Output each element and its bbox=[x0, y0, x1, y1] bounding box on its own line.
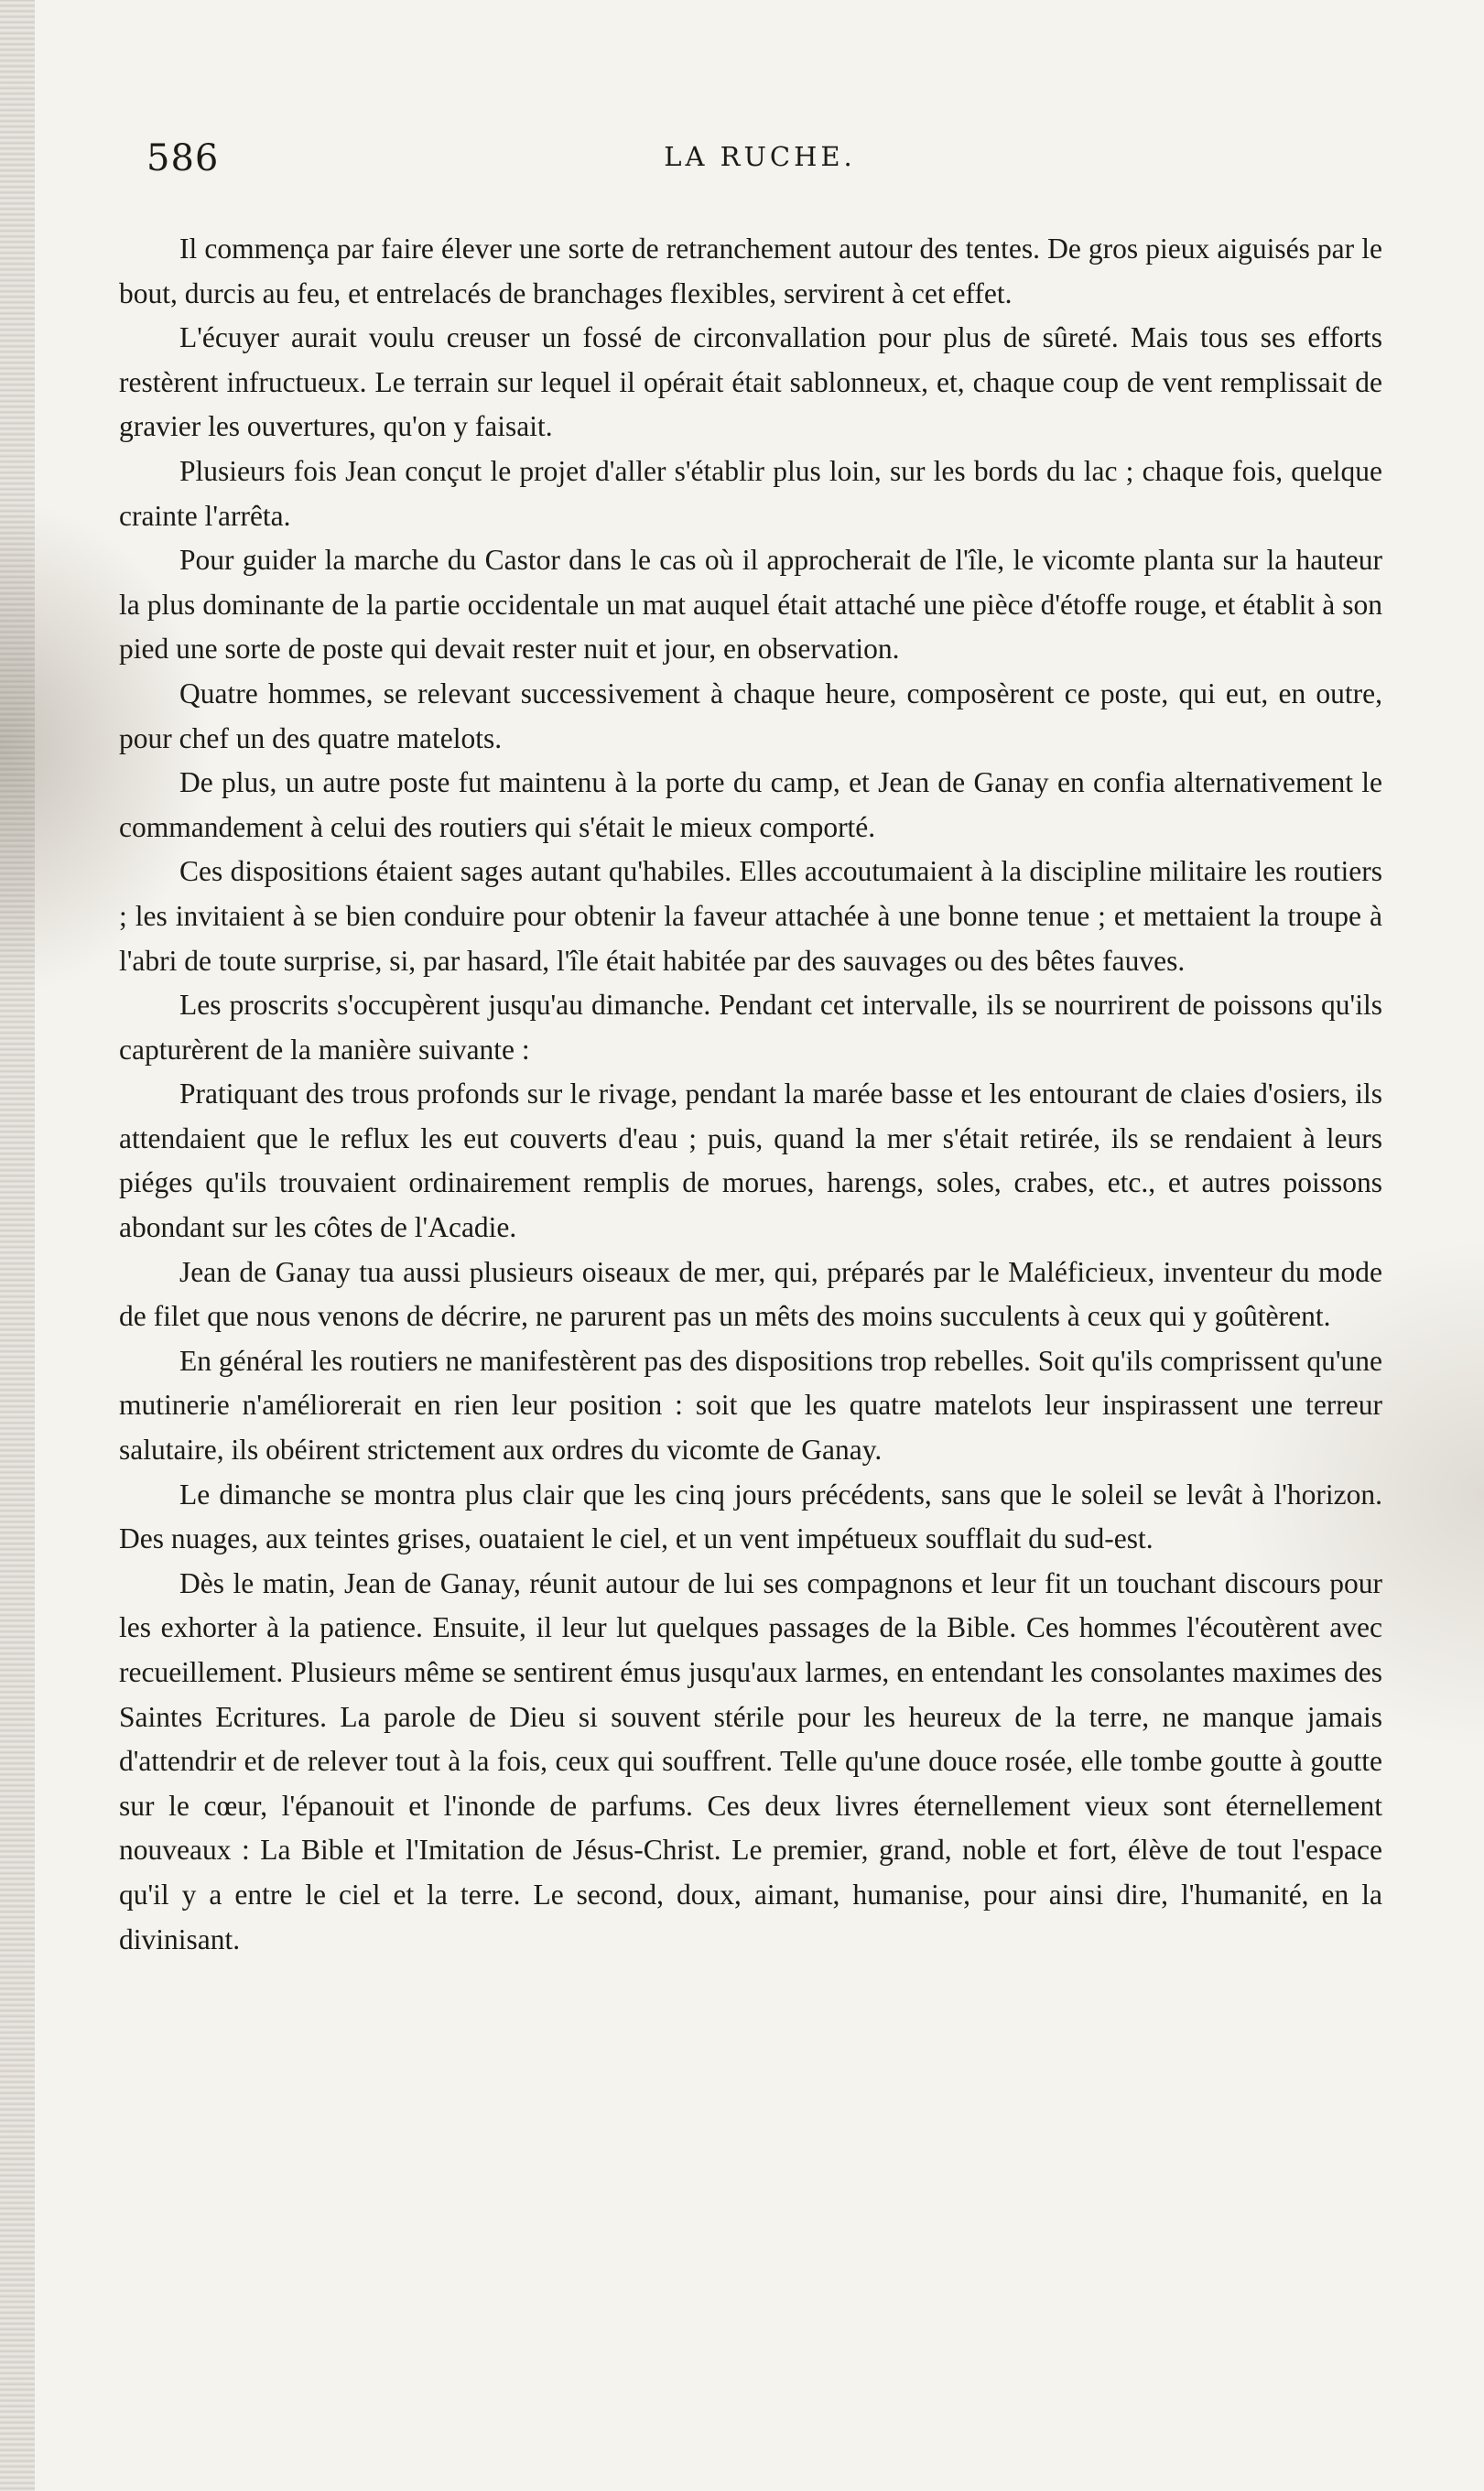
paragraph: Quatre hommes, se relevant successivement à chaque heure, composèrent ce poste, qui eut, en outre, pour chef un des quatre matelots. bbox=[119, 677, 1382, 754]
scanned-page-edge bbox=[0, 0, 35, 2491]
paragraph: Plusieurs fois Jean conçut le projet d'aller s'établir plus loin, sur les bords du lac ; chaque fois, quelque crainte l'arrêta. bbox=[119, 454, 1382, 532]
running-title: LA RUCHE. bbox=[664, 141, 856, 172]
paragraph: Les proscrits s'occupèrent jusqu'au dimanche. Pendant cet intervalle, ils se nourrirent de poissons qu'ils capturèrent de la manière suivante : bbox=[119, 989, 1382, 1066]
paragraph: Il commença par faire élever une sorte de retranchement autour des tentes. De gros pieux aiguisés par le bout, durcis au feu, et entrelacés de branchages flexibles, servirent à cet effet. bbox=[119, 233, 1382, 309]
paragraph: Dès le matin, Jean de Ganay, réunit autour de lui ses compagnons et leur fit un touchant discours pour les exhorter à la patience. Ensuite, il leur lut quelques passages de la Bible. Ces hommes l'écoutèrent avec recueillement. Plusieurs même se sentirent émus jusqu'aux larmes, en entendant les consolantes maximes des Saintes Ecritures. La parole de Dieu si souvent stérile pour les heureux de la terre, ne manque jamais d'attendrir et de relever tout à la fois, ceux qui souffrent. Telle qu'une douce rosée, elle tombe goutte à goutte sur le cœur, l'épanouit et l'inonde de parfums. Ces deux livres éternellement vieux sont éternellement nouveaux : La Bible et l'Imitation de Jésus-Christ. Le premier, grand, noble et fort, élève de tout l'espace qu'il y a entre le ciel et la terre. Le second, doux, aimant, humanise, pour ainsi dire, l'humanité, en la divinisant. bbox=[119, 1566, 1382, 1955]
paragraph: De plus, un autre poste fut maintenu à la porte du camp, et Jean de Ganay en confia alternativement le commandement à celui des routiers qui s'était le mieux comporté. bbox=[119, 766, 1382, 843]
page-number: 586 bbox=[146, 137, 220, 179]
paragraph: Jean de Ganay tua aussi plusieurs oiseaux de mer, qui, préparés par le Maléficieux, inventeur du mode de filet que nous venons de décrire, ne parurent pas un mêts des moins succulents à ceux qui y goûtèrent. bbox=[119, 1255, 1382, 1333]
paragraph: En général les routiers ne manifestèrent pas des dispositions trop rebelles. Soit qu'ils comprissent qu'une mutinerie n'améliorerait en rien leur position : soit que les quatre matelots leur inspirassent une terreur salutaire, ils obéirent strictement aux ordres du vicomte de Ganay. bbox=[119, 1344, 1382, 1467]
paragraph: Le dimanche se montra plus clair que les cinq jours précédents, sans que le soleil se levât à l'horizon. Des nuages, aux teintes grises, ouataient le ciel, et un vent impétueux soufflait du sud-est. bbox=[119, 1478, 1382, 1555]
paragraph: Ces dispositions étaient sages autant qu'habiles. Elles accoutumaient à la discipline militaire les routiers ; les invitaient à se bien conduire pour obtenir la faveur attachée à une bonne tenue ; et mettaient la troupe à l'abri de toute surprise, si, par hasard, l'île était habitée par des sauvages ou des bêtes fauves. bbox=[119, 855, 1382, 977]
paragraph: L'écuyer aurait voulu creuser un fossé de circonvallation pour plus de sûreté. Mais tous ses efforts restèrent infructueux. Le terrain sur lequel il opérait était sablonneux, et, chaque coup de vent remplissait de gravier les ouvertures, qu'on y faisait. bbox=[119, 321, 1382, 443]
paragraph: Pratiquant des trous profonds sur le rivage, pendant la marée basse et les entourant de claies d'osiers, ils attendaient que le reflux les eut couverts d'eau ; puis, quand la mer s'était retirée, ils se rendaient à leurs piéges qu'ils trouvaient ordinairement remplis de morues, harengs, soles, crabes, etc., et autres poissons abondant sur les côtes de l'Acadie. bbox=[119, 1078, 1382, 1244]
page-header bbox=[146, 137, 1373, 189]
body-text bbox=[119, 227, 1382, 1962]
paragraph: Pour guider la marche du Castor dans le cas où il approcherait de l'île, le vicomte planta sur la hauteur la plus dominante de la partie occidentale un mat auquel était attaché une pièce d'étoffe rouge, et établit à son pied une sorte de poste qui devait rester nuit et jour, en observation. bbox=[119, 544, 1382, 666]
